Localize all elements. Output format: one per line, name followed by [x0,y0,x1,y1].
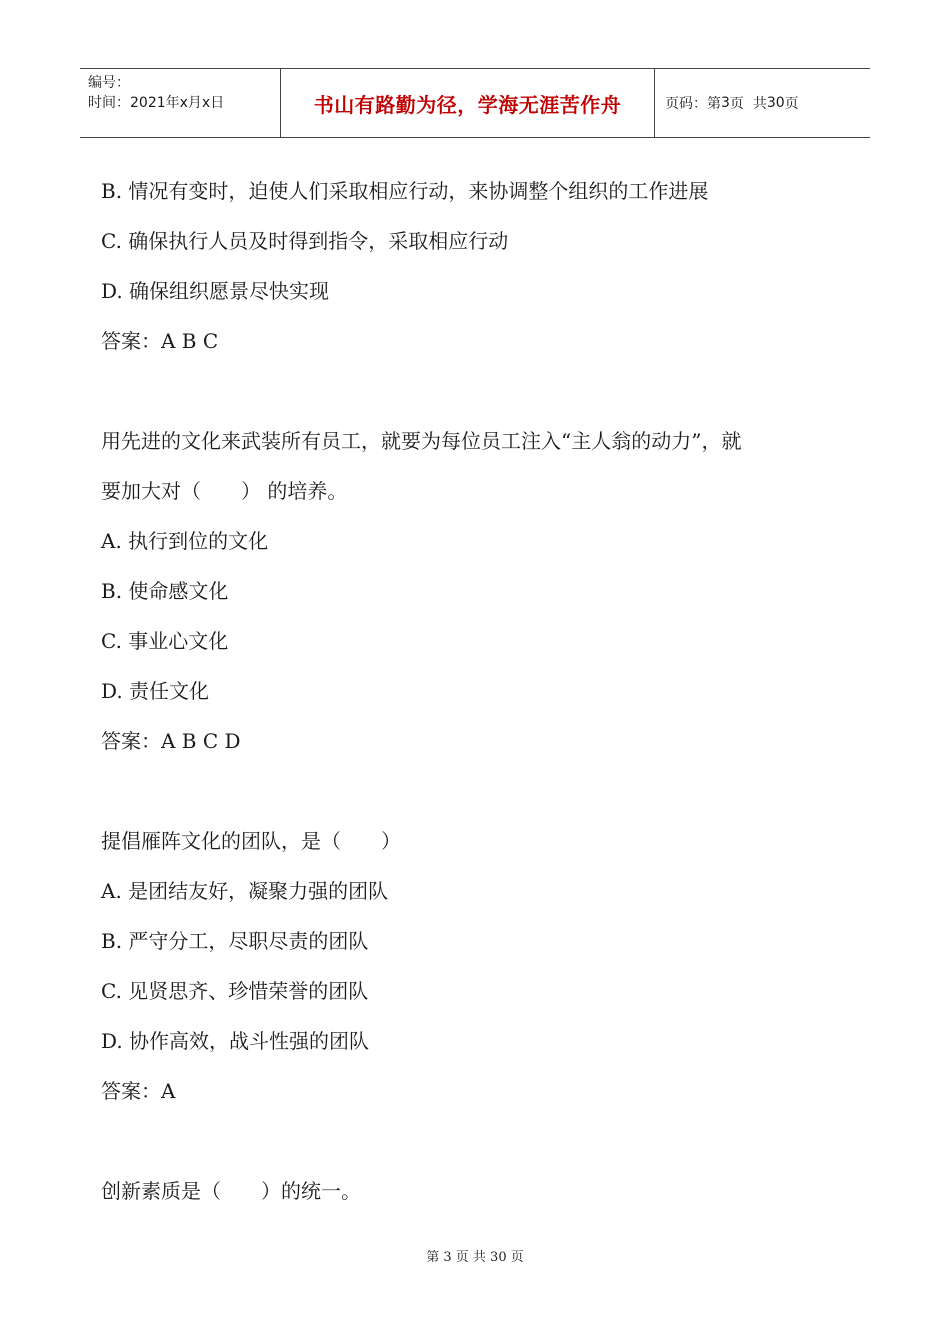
page-mid: 页 共 [729,96,767,112]
option-line: B. 使命感文化 [101,579,229,603]
number-label: 编号： [88,75,130,91]
header-meta [80,69,281,137]
blank-line [101,1116,861,1166]
header-motto: 书山有路勤为径，学海无涯苦作舟 [281,69,655,137]
page-footer [0,1246,950,1265]
text-line: D. 确保组织愿景尽快实现 [101,279,330,303]
page-total: 30 [766,95,785,111]
question-line: 创新素质是（ ）的统一。 [101,1179,361,1203]
text-line: C. 确保执行人员及时得到指令，采取相应行动 [101,229,509,253]
page-suffix: 页 [784,96,799,112]
blank-line [101,366,861,416]
option-line: A. 执行到位的文化 [101,529,269,553]
question-line: 用先进的文化来武装所有员工，就要为每位员工注入“主人翁的动力”，就 [101,429,742,453]
option-line: C. 事业心文化 [101,629,229,653]
header-page-info [655,69,870,137]
text-line: B. 情况有变时，迫使人们采取相应行动，来协调整个组织的工作进展 [101,179,709,203]
answer-line: 答案：A [101,1079,176,1103]
option-line: D. 责任文化 [101,679,210,703]
blank-line [101,766,861,816]
question-line: 提倡雁阵文化的团队，是（ ） [101,829,401,853]
time-label: 时间：2021年x月x日 [88,95,225,111]
option-line: C. 见贤思齐、珍惜荣誉的团队 [101,979,369,1003]
page-label: 页码：第 [665,96,721,112]
page-current: 3 [721,95,730,111]
answer-line: 答案：A B C D [101,729,241,753]
answer-line: 答案：A B C [101,329,219,353]
question-line: 要加大对（ ） 的培养。 [101,479,348,503]
option-line: A. 是团结友好，凝聚力强的团队 [101,879,389,903]
page-header [80,68,870,138]
option-line: D. 协作高效，战斗性强的团队 [101,1029,370,1053]
footer-page-number: 第 3 页 共 30 页 [426,1250,524,1265]
document-body [101,166,861,1216]
option-line: B. 严守分工，尽职尽责的团队 [101,929,369,953]
